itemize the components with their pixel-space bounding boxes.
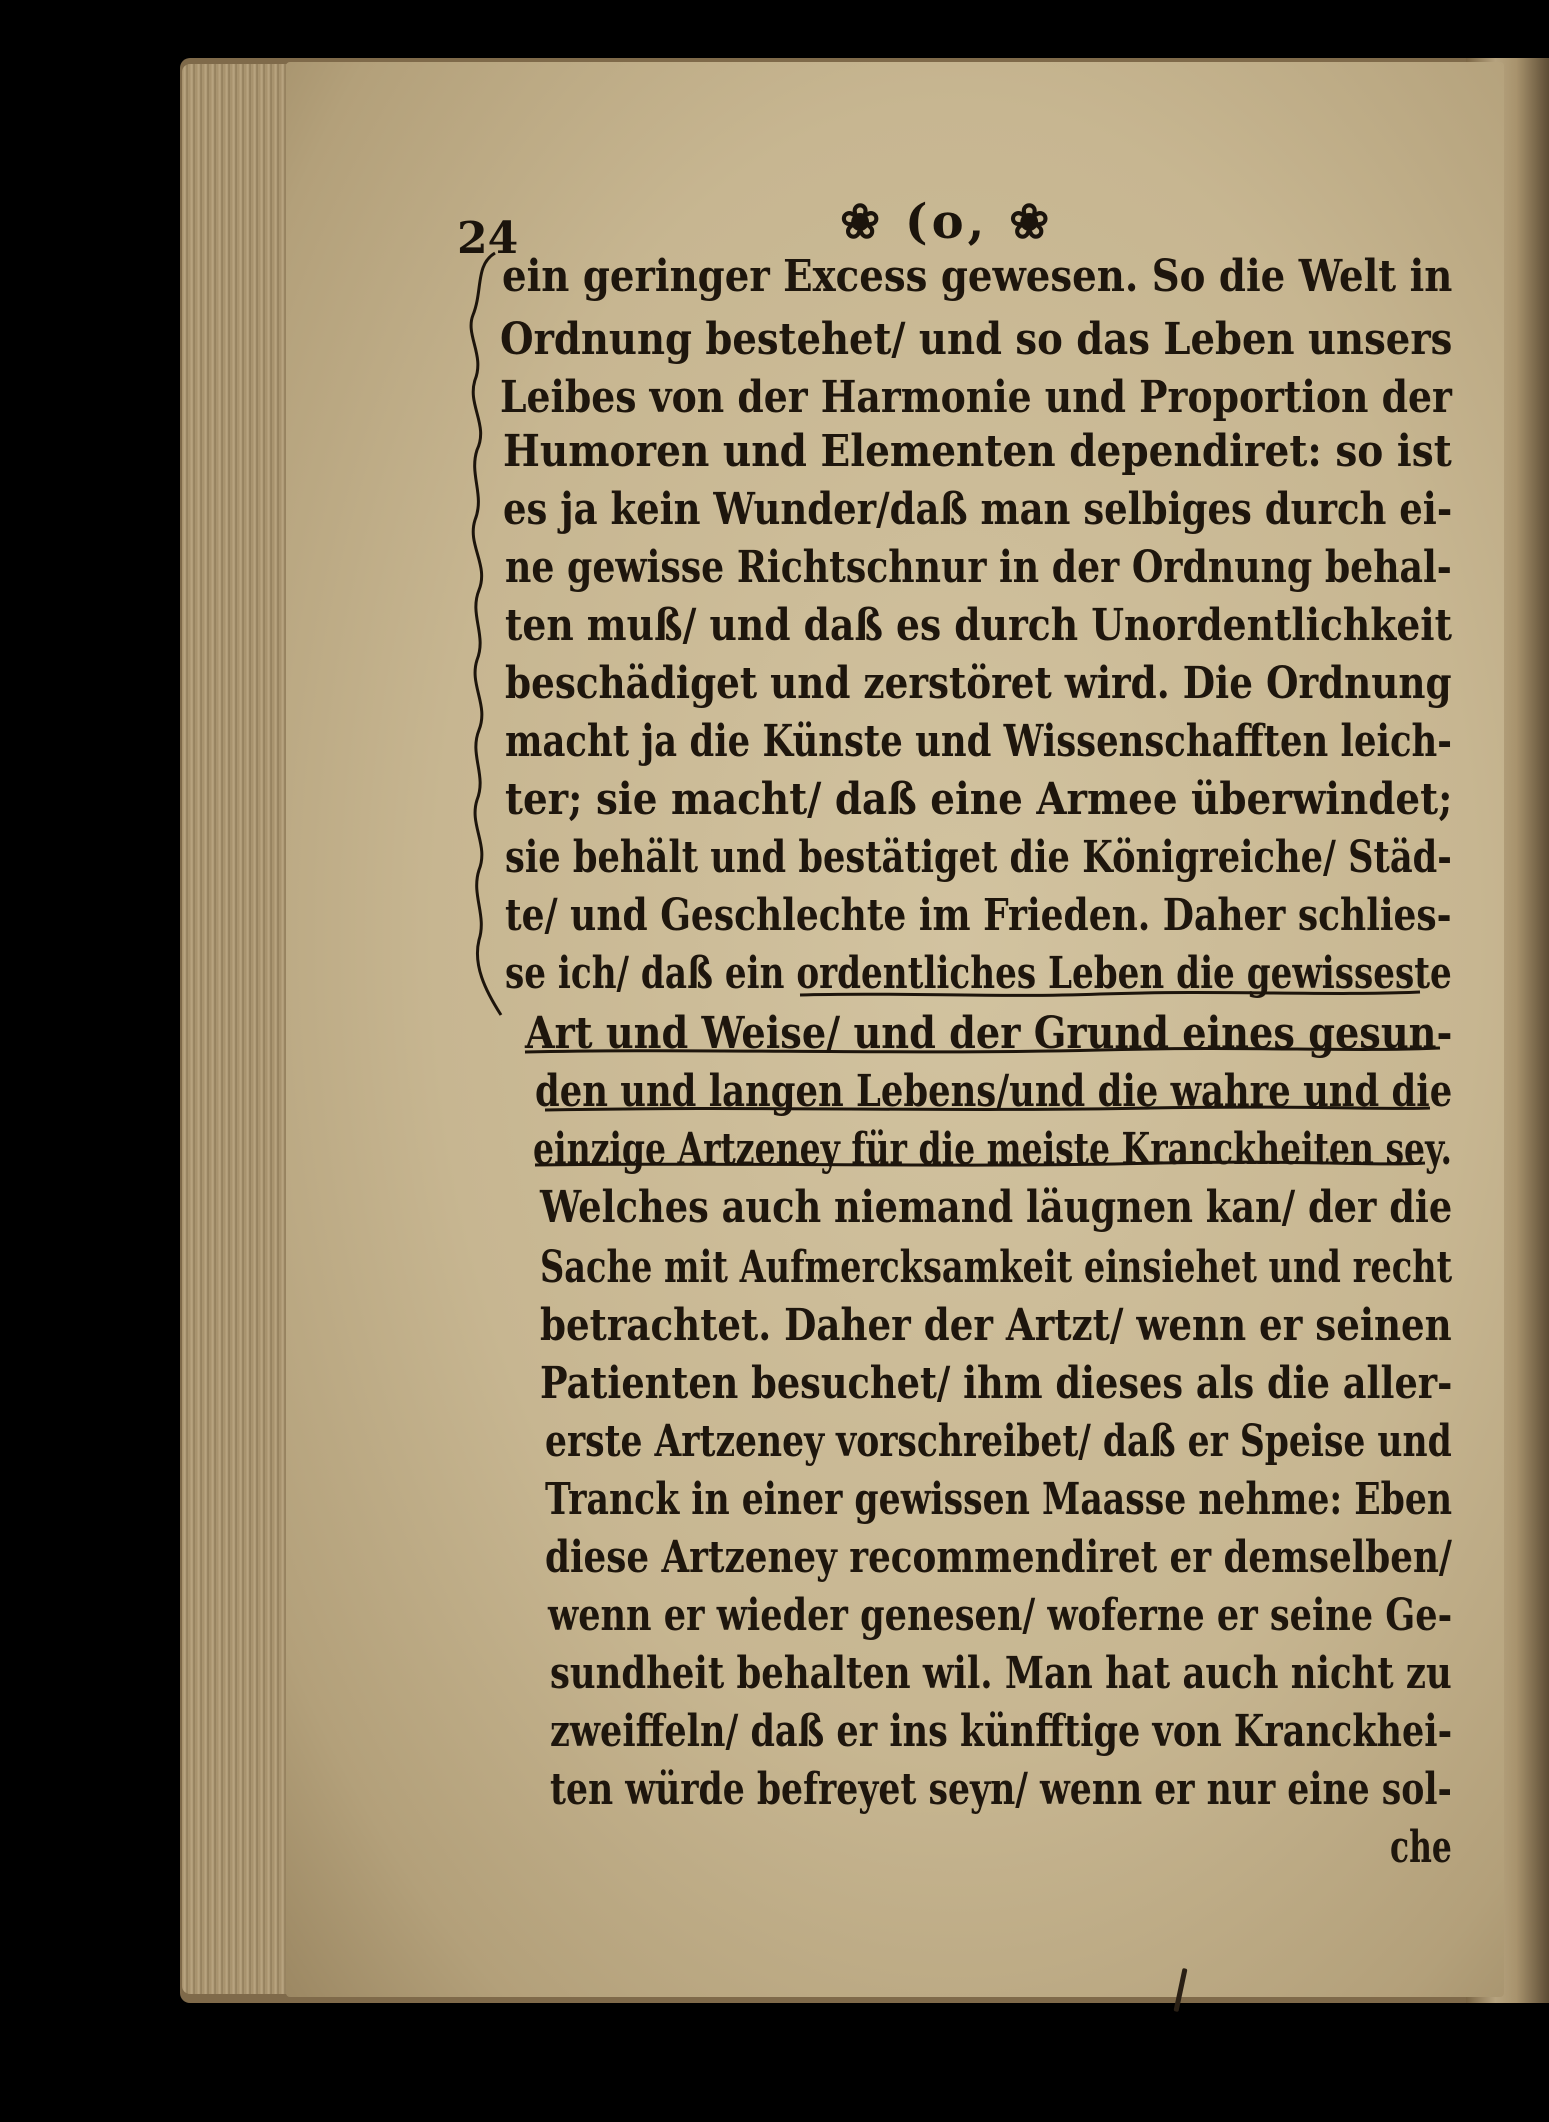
text-line: beschädiget und zerstöret wird. Die Ordnung xyxy=(505,658,1452,709)
text-line: den und langen Lebens/und die wahre und die xyxy=(535,1066,1453,1117)
text-line: Tranck in einer gewissen Maasse nehme: Eben xyxy=(545,1474,1453,1525)
text-line: wenn er wieder genesen/ woferne er seine Ge- xyxy=(548,1590,1453,1641)
text-line: Ordnung bestehet/ und so das Leben unsers xyxy=(500,314,1453,365)
text-line: einzige Artzeney für die meiste Kranckheiten sey. xyxy=(533,1124,1452,1175)
text-line: zweiffeln/ daß er ins künfftige von Kranckhei- xyxy=(550,1706,1453,1757)
text-line: sundheit behalten wil. Man hat auch nicht zu xyxy=(550,1648,1452,1699)
text-line: ten würde befreyet seyn/ wenn er nur eine sol- xyxy=(550,1764,1452,1815)
text-line: Art und Weise/ und der Grund eines gesun- xyxy=(525,1008,1453,1059)
text-line: es ja kein Wunder/daß man selbiges durch ei- xyxy=(503,484,1453,535)
text-line: ter; sie macht/ daß eine Armee überwindet; xyxy=(505,774,1453,825)
text-line: erste Artzeney vorschreibet/ daß er Speise und xyxy=(545,1416,1452,1467)
text-line: Sache mit Aufmercksamkeit einsiehet und recht xyxy=(540,1242,1453,1293)
text-line: ein geringer Excess gewesen. So die Welt in xyxy=(502,251,1453,302)
text-line: ne gewisse Richtschnur in der Ordnung behal- xyxy=(505,542,1452,593)
text-line: Welches auch niemand läugnen kan/ der die xyxy=(540,1182,1453,1233)
text-line: betrachtet. Daher der Artzt/ wenn er seinen xyxy=(540,1300,1452,1351)
text-line: Leibes von der Harmonie und Proportion der xyxy=(500,372,1452,423)
text-line: te/ und Geschlechte im Frieden. Daher schlies- xyxy=(505,890,1452,941)
text-line: Patienten besuchet/ ihm dieses als die aller- xyxy=(540,1358,1453,1409)
text-line: macht ja die Künste und Wissenschafften leich- xyxy=(505,716,1452,767)
text-line: se ich/ daß ein ordentliches Leben die gewisseste xyxy=(505,948,1452,999)
text-line: ten muß/ und daß es durch Unordentlichkeit xyxy=(505,600,1452,651)
text-line: diese Artzeney recommendiret er demselben/ xyxy=(545,1532,1452,1583)
catchword: che xyxy=(1390,1822,1452,1873)
page-number: 24 xyxy=(457,213,519,264)
text-line: Humoren und Elementen dependiret: so ist xyxy=(503,426,1452,477)
running-head-ornament: ❀ (o, ❀ xyxy=(840,194,1054,250)
text-line: sie behält und bestätiget die Königreiche/ Städ- xyxy=(505,832,1452,883)
